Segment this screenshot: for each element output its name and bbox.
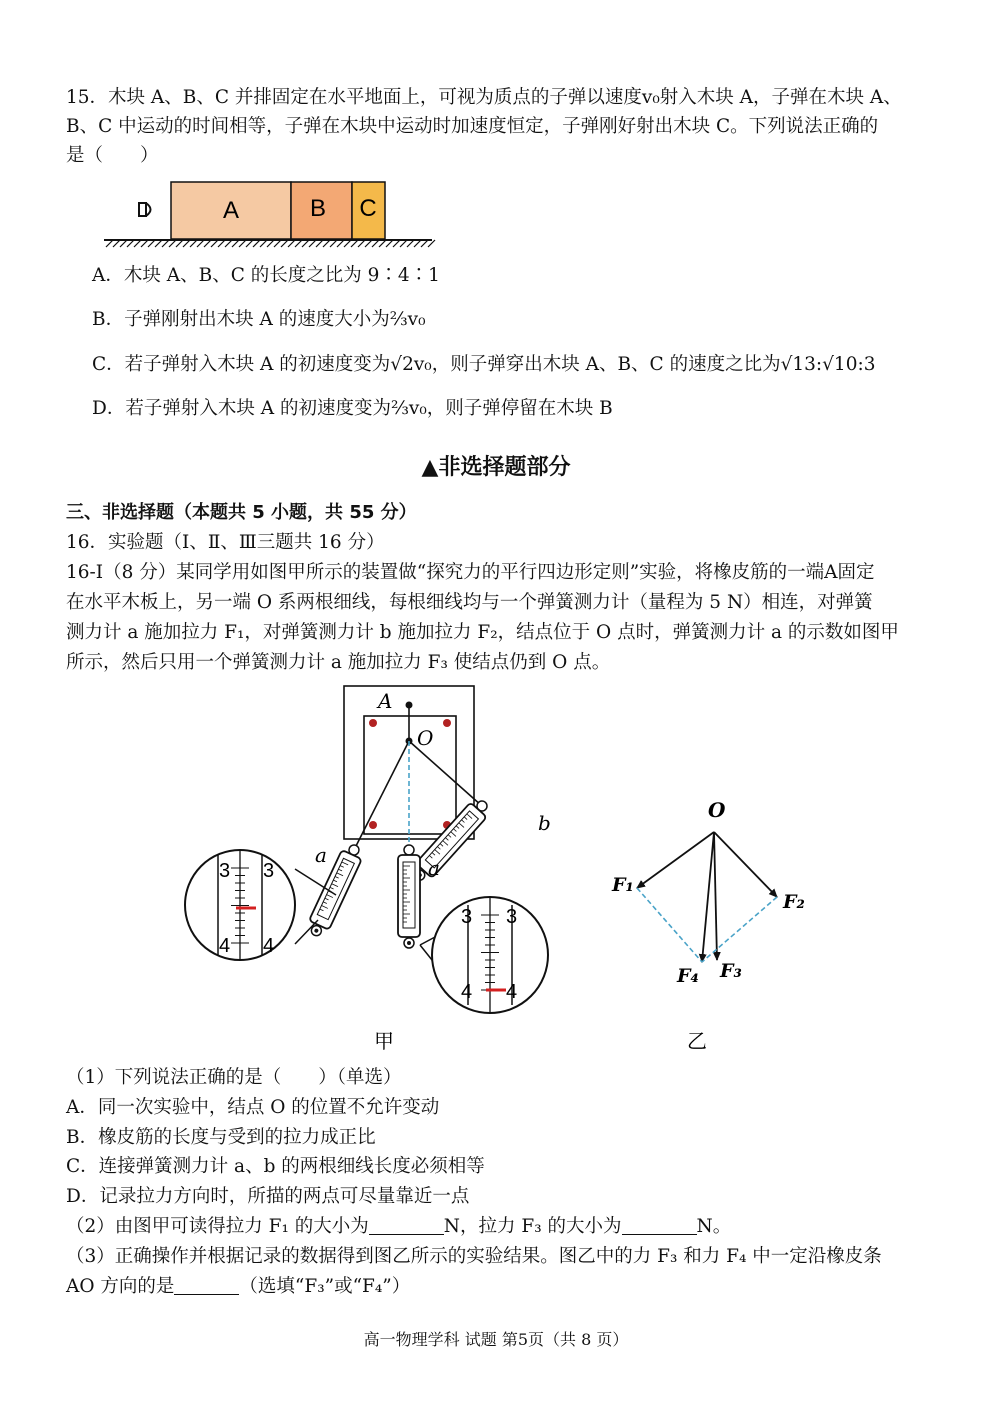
yi-label-o: O: [708, 798, 726, 822]
sub1-option-b: B．橡皮筋的长度与受到的拉力成正比: [66, 1127, 376, 1148]
sub3-text-b: （选填“F₃”或“F₄”）: [239, 1276, 411, 1297]
answer-blank-f3[interactable]: [622, 1214, 697, 1235]
block-b-label: B: [309, 195, 327, 222]
scale-label-4: 4: [219, 935, 231, 957]
scale-label-4: 4: [506, 981, 518, 1003]
label-a-balance-2: a: [428, 856, 440, 880]
force-f1-arrow: [637, 832, 714, 888]
sub1-option-d: D．记录拉力方向时，所描的两点可尽量靠近一点: [66, 1186, 470, 1207]
sub1-option-a: A．同一次实验中，结点 O 的位置不允许变动: [66, 1097, 440, 1118]
section-heading: ▲非选择题部分: [421, 455, 571, 480]
caption-yi: 乙: [687, 1029, 707, 1053]
q15-option-a: A．木块 A、B、C 的长度之比为 9∶4∶1: [92, 265, 440, 286]
force-f3-arrow: [714, 832, 717, 960]
sub2-text-3: N。: [696, 1216, 732, 1237]
q15-stem-line3: 是（ ）: [66, 145, 159, 166]
label-o-point: O: [417, 726, 434, 750]
q15-stem-line1: 15．木块 A、B、C 并排固定在水平地面上，可视为质点的子弹以速度v₀射入木块 A，子弹在木块 A、: [66, 87, 902, 108]
sub1-stem: （1）下列说法正确的是（ ）（单选）: [66, 1067, 402, 1088]
q15-option-b: B．子弹刚射出木块 A 的速度大小为⅔v₀: [92, 309, 426, 330]
yi-label-f3: F₃: [720, 960, 742, 982]
answer-blank-direction[interactable]: [174, 1274, 239, 1295]
yi-label-f4: F₄: [677, 965, 699, 987]
sub2-text-2: N，拉力 F₃ 的大小为: [443, 1216, 622, 1237]
part3-title: 三、非选择题（本题共 5 小题，共 55 分）: [66, 502, 417, 523]
label-a-point: A: [378, 689, 393, 713]
sub2-line: [66, 1213, 731, 1241]
scale-label-4: 4: [263, 935, 275, 957]
q16-1-line2: 在水平木板上，另一端 O 系两根细线，每根细线均与一个弹簧测力计（量程为 5 N）相连，对弹簧: [66, 592, 873, 613]
force-f4-arrow: [702, 832, 714, 962]
scale-label-3: 3: [461, 906, 473, 928]
q15-option-d: D．若子弹射入木块 A 的初速度变为⅔v₀，则子弹停留在木块 B: [92, 398, 613, 419]
scale-label-3: 3: [219, 860, 231, 882]
block-a-label: A: [222, 197, 240, 224]
block-c-label: C: [359, 195, 377, 222]
yi-label-f2: F₂: [783, 891, 805, 913]
sub3-text-a: AO 方向的是: [66, 1276, 175, 1297]
caption-jia: 甲: [374, 1029, 394, 1053]
scale-label-4: 4: [461, 981, 473, 1003]
yi-label-f1: F₁: [612, 874, 634, 896]
answer-blank-f1[interactable]: [369, 1214, 444, 1235]
scale-label-3: 3: [506, 906, 518, 928]
label-b: b: [538, 811, 551, 835]
sub1-option-c: C．连接弹簧测力计 a、b 的两根细线长度必须相等: [66, 1156, 485, 1177]
q16-1-line1: 16-Ⅰ（8 分）某同学用如图甲所示的装置做“探究力的平行四边形定则”实验，将橡皮筋的一端A固定: [66, 562, 875, 583]
sub2-text-1: （2）由图甲可读得拉力 F₁ 的大小为: [66, 1216, 369, 1237]
sub3-line1: （3）正确操作并根据记录的数据得到图乙所示的实验结果。图乙中的力 F₃ 和力 F₄ 中一定沿橡皮条: [66, 1246, 882, 1267]
q16-1-line4: 所示，然后只用一个弹簧测力计 a 施加拉力 F₃ 使结点仍到 O 点。: [66, 652, 611, 673]
q15-stem-line2: B、C 中运动的时间相等，子弹在木块中运动时加速度恒定，子弹刚好射出木块 C。下列说法正确的: [66, 116, 879, 137]
force-f2-arrow: [714, 832, 777, 897]
label-a-balance-1: a: [315, 843, 327, 867]
q16-1-line3: 测力计 a 施加拉力 F₁，对弹簧测力计 b 施加拉力 F₂，结点位于 O 点时，弹簧测力计 a 的示数如图甲: [66, 622, 899, 643]
page-footer: 高一物理学科 试题 第5页（共 8 页）: [363, 1330, 629, 1349]
scale-label-3: 3: [263, 860, 275, 882]
q15-option-c: C．若子弹射入木块 A 的初速度变为√2v₀，则子弹穿出木块 A、B、C 的速度之比为√13:√10:3: [92, 354, 876, 375]
q16-title: 16．实验题（Ⅰ、Ⅱ、Ⅲ三题共 16 分）: [66, 532, 385, 553]
sub3-line2: [66, 1273, 410, 1301]
